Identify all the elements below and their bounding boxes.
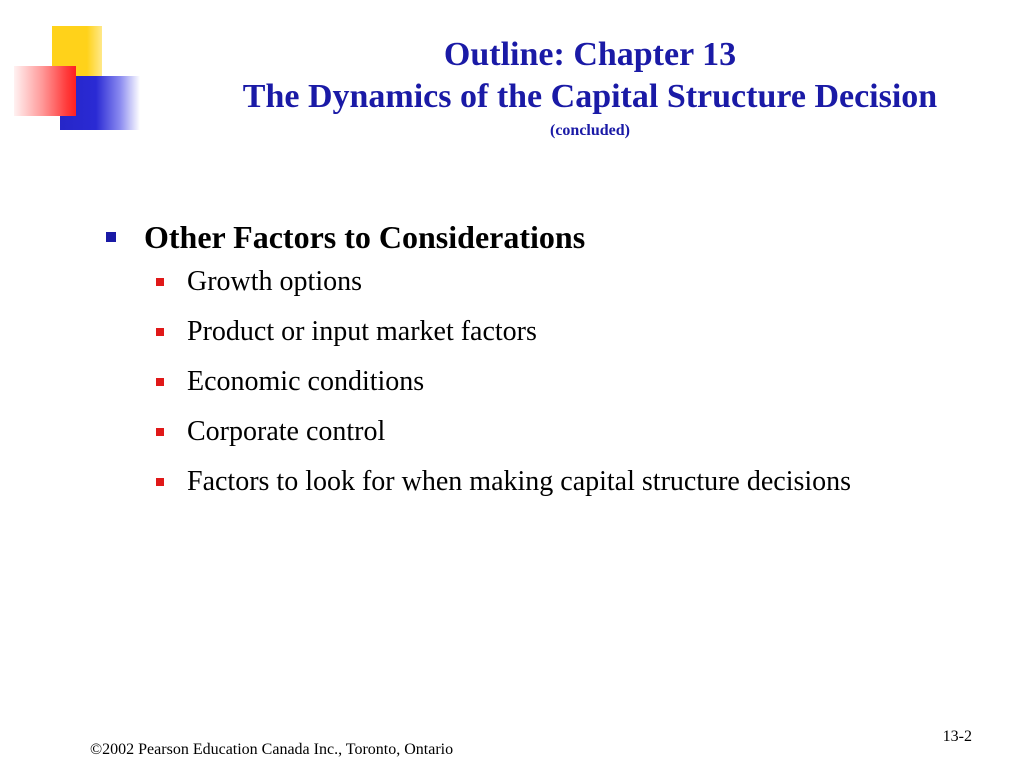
title-line-1: Outline: Chapter 13 <box>443 36 737 73</box>
square-bullet-icon <box>154 264 187 300</box>
sub-bullet-item <box>154 264 964 300</box>
bullet-item-heading <box>104 214 964 260</box>
square-bullet-icon <box>154 464 187 500</box>
square-bullet-icon <box>104 214 144 260</box>
sub-bullet-item <box>154 414 964 450</box>
sub-bullet-text: Factors to look for when making capital structure decisions <box>187 466 852 497</box>
square-bullet-icon <box>154 414 187 450</box>
sub-bullet-text: Growth options <box>187 266 362 297</box>
slide-number: 13-2 <box>942 728 972 745</box>
red-square <box>14 66 76 116</box>
sub-bullet-text: Economic conditions <box>187 366 425 397</box>
sub-bullet-list <box>154 264 964 500</box>
square-bullet-icon <box>154 314 187 350</box>
square-bullet-icon <box>154 364 187 400</box>
decorative-squares-logo <box>0 0 150 140</box>
sub-bullet-text: Product or input market factors <box>187 316 537 347</box>
sub-bullet-item <box>154 364 964 400</box>
bullet-heading-text: Other Factors to Considerations <box>144 219 586 255</box>
copyright-footer: ©2002 Pearson Education Canada Inc., Toronto, Ontario <box>90 741 454 758</box>
slide-title <box>170 34 1010 142</box>
sub-bullet-text: Corporate control <box>187 416 386 447</box>
title-subtitle: (concluded) <box>550 122 630 139</box>
sub-bullet-item <box>154 464 964 500</box>
bullet-list <box>104 214 964 514</box>
title-line-2: The Dynamics of the Capital Structure Decision <box>242 78 938 115</box>
sub-bullet-item <box>154 314 964 350</box>
